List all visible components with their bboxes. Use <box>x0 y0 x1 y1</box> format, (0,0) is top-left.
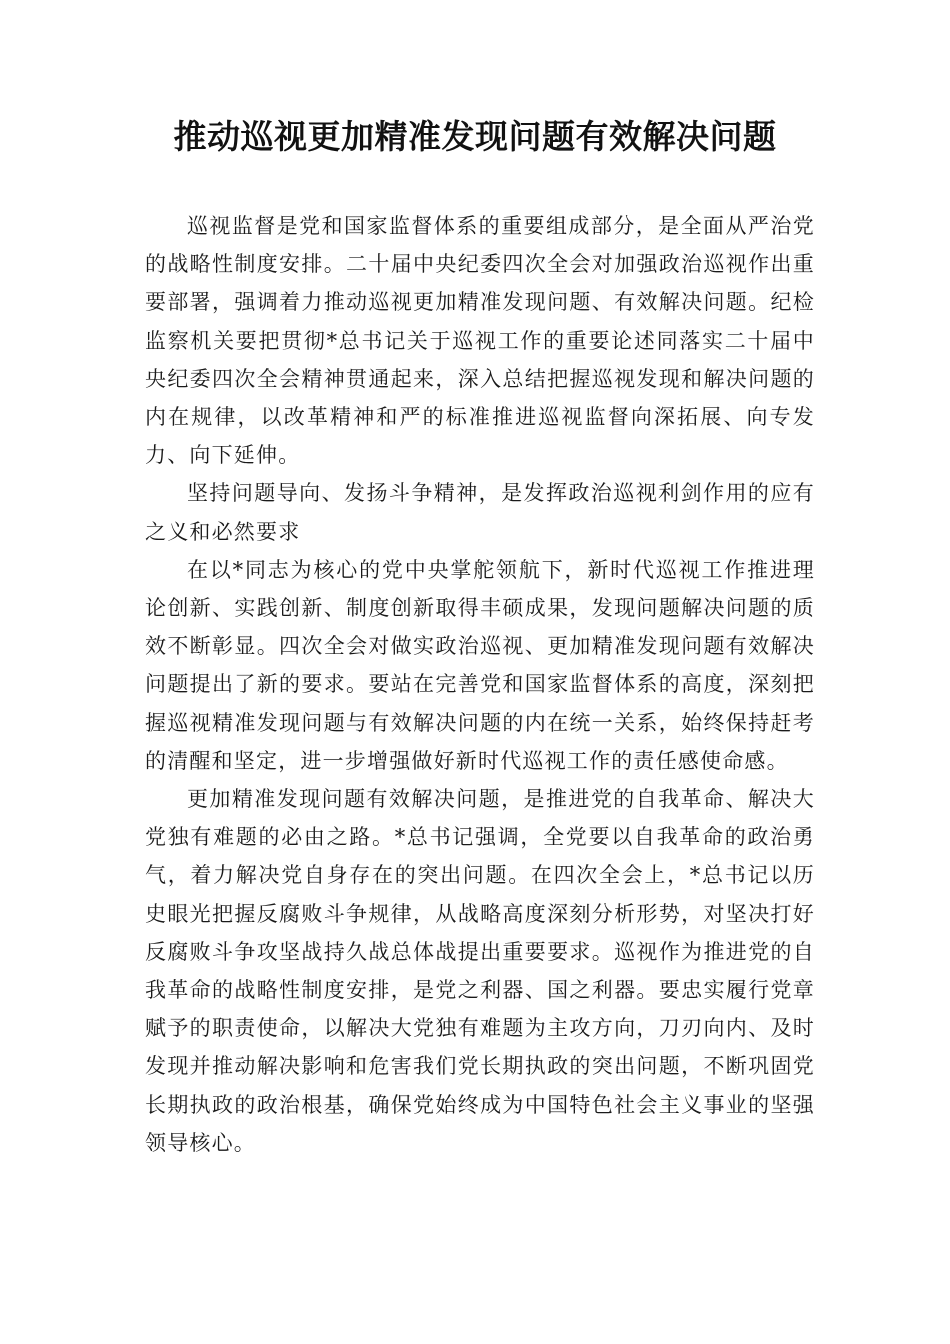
paragraph-2-subheading: 坚持问题导向、发扬斗争精神，是发挥政治巡视利剑作用的应有之义和必然要求 <box>145 481 815 544</box>
paragraph-1: 巡视监督是党和国家监督体系的重要组成部分，是全面从严治党的战略性制度安排。二十届中央纪委四次全会对加强政治巡视作出重要部署，强调着力推动巡视更加精准发现问题、有效解决问题。纪检监察机关要把贯彻*总书记关于巡视工作的重要论述同落实二十届中央纪委四次全会精神贯通起来，深入总结把握巡视发现和解决问题的内在规律，以改革精神和严的标准推进巡视监督向深拓展、向专发力、向下延伸。 <box>145 214 815 468</box>
paragraph-4: 更加精准发现问题有效解决问题，是推进党的自我革命、解决大党独有难题的必由之路。*总书记强调，全党要以自我革命的政治勇气，着力解决党自身存在的突出问题。在四次全会上，*总书记以历史眼光把握反腐败斗争规律，从战略高度深刻分析形势，对坚决打好反腐败斗争攻坚战持久战总体战提出重要要求。巡视作为推进党的自我革命的战略性制度安排，是党之利器、国之利器。要忠实履行党章赋予的职责使命，以解决大党独有难题为主攻方向，刀刃向内、及时发现并推动解决影响和危害我们党长期执政的突出问题，不断巩固党长期执政的政治根基，确保党始终成为中国特色社会主义事业的坚强领导核心。 <box>145 787 815 1155</box>
document-title: 推动巡视更加精准发现问题有效解决问题 <box>173 117 777 156</box>
document-body <box>145 207 815 1162</box>
paragraph-3: 在以*同志为核心的党中央掌舵领航下，新时代巡视工作推进理论创新、实践创新、制度创新取得丰硕成果，发现问题解决问题的质效不断彰显。四次全会对做实政治巡视、更加精准发现问题有效解决问题提出了新的要求。要站在完善党和国家监督体系的高度，深刻把握巡视精准发现问题与有效解决问题的内在统一关系，始终保持赶考的清醒和坚定，进一步增强做好新时代巡视工作的责任感使命感。 <box>145 557 815 773</box>
